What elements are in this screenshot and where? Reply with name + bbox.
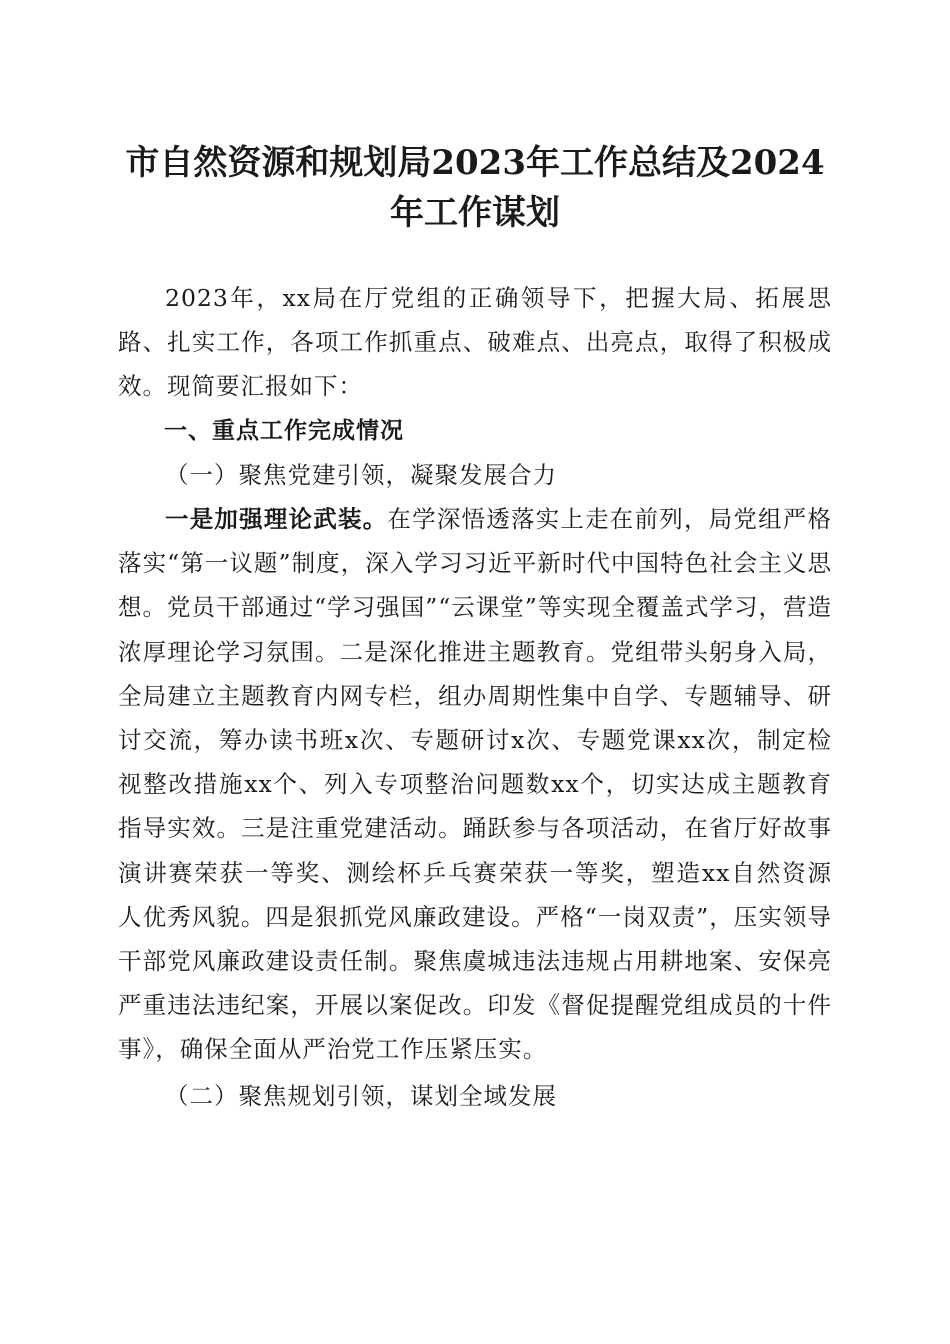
subsection-1-paragraph [118, 497, 832, 1072]
paragraph-body: 在学深悟透落实上走在前列，局党组严格落实“第一议题”制度，深入学习习近平新时代中国特色社会主义思想。党员干部通过“学习强国”“云课堂”等实现全覆盖式学习，营造浓厚理论学习氛围。二是深化推进主题教育。党组带头躬身入局，全局建立主题教育内网专栏，组办周期性集中自学、专题辅导、研讨交流，筹办读书班x次、专题研讨x次、专题党课xx次，制定检视整改措施xx个、列入专项整治问题数xx个，切实达成主题教育指导实效。三是注重党建活动。踊跃参与各项活动，在省厅好故事演讲赛荣获一等奖、测绘杯乒乓赛荣获一等奖，塑造xx自然资源人优秀风貌。四是狠抓党风廉政建设。严格“一岗双责”，压实领导干部党风廉政建设责任制。聚焦虞城违法违规占用耕地案、安保亮严重违法违纪案，开展以案促改。印发《督促提醒党组成员的十件事》，确保全面从严治党工作压紧压实。 [118, 505, 833, 1064]
document-body [118, 276, 832, 1118]
subsection-heading-2: （二）聚焦规划引领，谋划全域发展 [165, 1081, 557, 1110]
paragraph-lead: 一是加强理论武装。 [165, 505, 388, 534]
document-title: 市自然资源和规划局2023年工作总结及2024年工作谋划 [125, 143, 825, 233]
intro-paragraph: 2023年，xx局在厅党组的正确领导下，把握大局、拓展思路、扎实工作，各项工作抓重点、破难点、出亮点，取得了积极成效。现简要汇报如下： [118, 284, 832, 401]
subsection-heading-1: （一）聚焦党建引领，凝聚发展合力 [165, 460, 557, 489]
section-heading: 一、重点工作完成情况 [164, 417, 404, 444]
